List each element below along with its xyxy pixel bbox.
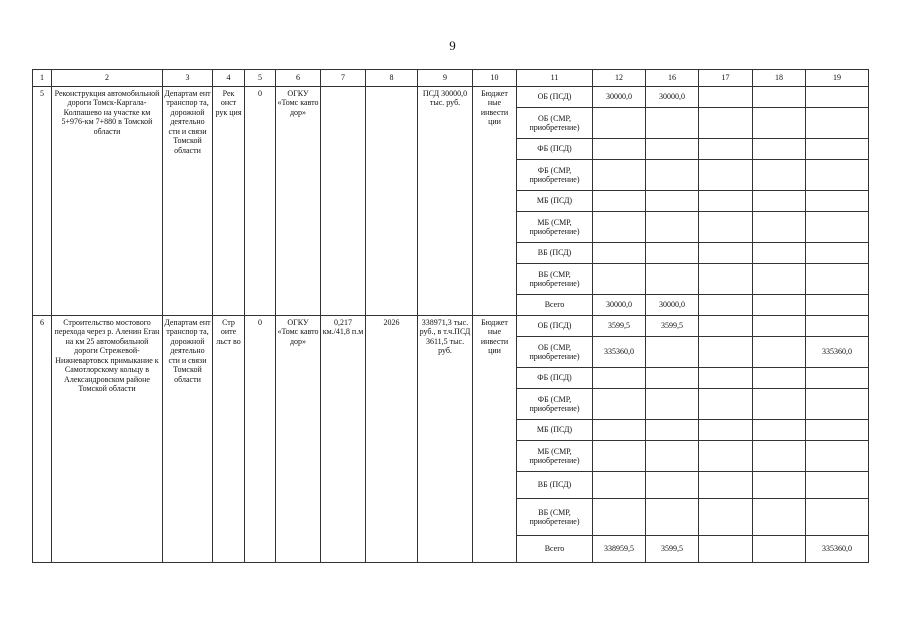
amount-cell-c12	[593, 108, 646, 139]
object-row	[33, 87, 869, 108]
amount-cell-c18	[753, 295, 806, 316]
executor-cell: ОГКУ «Томс кавто дор»	[276, 316, 321, 563]
funding-source-label: ОБ (СМР, приобретение)	[517, 337, 593, 368]
amount-cell-c12	[593, 264, 646, 295]
amount-cell-c16: 30000,0	[646, 295, 699, 316]
amount-cell-c19: 335360,0	[806, 337, 869, 368]
amount-cell-c18	[753, 139, 806, 160]
amount-cell-c16	[646, 420, 699, 441]
funding-source-label: МБ (СМР, приобретение)	[517, 212, 593, 243]
page-number: 9	[449, 38, 456, 53]
header-cell: 10	[473, 70, 517, 87]
amount-cell-c17	[699, 87, 753, 108]
amount-cell-c19	[806, 420, 869, 441]
amount-cell-c16	[646, 243, 699, 264]
row-number-cell: 6	[33, 316, 52, 563]
amount-cell-c12: 30000,0	[593, 295, 646, 316]
amount-cell-c19	[806, 243, 869, 264]
amount-cell-c16	[646, 472, 699, 499]
cost-cell: ПСД 30000,0 тыс. руб.	[418, 87, 473, 316]
amount-cell-c17	[699, 316, 753, 337]
header-cell: 19	[806, 70, 869, 87]
amount-cell-c17	[699, 441, 753, 472]
capacity-cell	[321, 87, 366, 316]
amount-cell-c12	[593, 420, 646, 441]
amount-cell-c12: 30000,0	[593, 87, 646, 108]
amount-cell-c18	[753, 499, 806, 536]
amount-cell-c12	[593, 160, 646, 191]
amount-cell-c18	[753, 536, 806, 563]
investment-type-cell: Бюджет ные инвести ции	[473, 316, 517, 563]
amount-cell-c19	[806, 441, 869, 472]
amount-cell-c12	[593, 472, 646, 499]
amount-cell-c17	[699, 536, 753, 563]
amount-cell-c12	[593, 441, 646, 472]
funding-source-label: ФБ (СМР, приобретение)	[517, 389, 593, 420]
header-cell: 16	[646, 70, 699, 87]
funding-source-label: МБ (ПСД)	[517, 420, 593, 441]
year-cell: 2026	[366, 316, 418, 563]
funding-source-label: ОБ (ПСД)	[517, 87, 593, 108]
amount-cell-c18	[753, 108, 806, 139]
amount-cell-c18	[753, 441, 806, 472]
customer-cell: Департам ент транспор та, дорожной деятельно сти и связи Томской области	[163, 316, 213, 563]
header-cell: 8	[366, 70, 418, 87]
amount-cell-c18	[753, 160, 806, 191]
amount-cell-c12	[593, 243, 646, 264]
header-cell: 3	[163, 70, 213, 87]
funding-source-label: Всего	[517, 295, 593, 316]
funding-source-label: ОБ (СМР, приобретение)	[517, 108, 593, 139]
amount-cell-c17	[699, 420, 753, 441]
amount-cell-c16	[646, 337, 699, 368]
amount-cell-c19	[806, 499, 869, 536]
work-type-cell: Рек онст рук ция	[213, 87, 245, 316]
header-cell: 4	[213, 70, 245, 87]
amount-cell-c16	[646, 389, 699, 420]
year-cell	[366, 87, 418, 316]
amount-cell-c12	[593, 139, 646, 160]
amount-cell-c19: 335360,0	[806, 536, 869, 563]
executor-cell: ОГКУ «Томс кавто дор»	[276, 87, 321, 316]
amount-cell-c18	[753, 316, 806, 337]
capacity-cell: 0,217 км./41,8 п.м	[321, 316, 366, 563]
header-cell: 7	[321, 70, 366, 87]
investment-type-cell: Бюджет ные инвести ции	[473, 87, 517, 316]
amount-cell-c17	[699, 499, 753, 536]
amount-cell-c18	[753, 420, 806, 441]
amount-cell-c16: 3599,5	[646, 536, 699, 563]
header-cell: 1	[33, 70, 52, 87]
amount-cell-c19	[806, 472, 869, 499]
amount-cell-c19	[806, 389, 869, 420]
amount-cell-c17	[699, 368, 753, 389]
header-cell: 12	[593, 70, 646, 87]
amount-cell-c16	[646, 499, 699, 536]
amount-cell-c16	[646, 368, 699, 389]
funding-source-label: ВБ (ПСД)	[517, 243, 593, 264]
funding-source-label: ФБ (ПСД)	[517, 368, 593, 389]
object-row	[33, 316, 869, 337]
amount-cell-c17	[699, 160, 753, 191]
amount-cell-c18	[753, 212, 806, 243]
amount-cell-c19	[806, 212, 869, 243]
amount-cell-c18	[753, 389, 806, 420]
header-cell: 2	[52, 70, 163, 87]
amount-cell-c18	[753, 472, 806, 499]
customer-cell: Департам ент транспор та, дорожной деятельно сти и связи Томской области	[163, 87, 213, 316]
amount-cell-c17	[699, 139, 753, 160]
amount-cell-c17	[699, 295, 753, 316]
funding-source-label: ФБ (СМР, приобретение)	[517, 160, 593, 191]
funding-source-label: ВБ (СМР, приобретение)	[517, 499, 593, 536]
amount-cell-c19	[806, 139, 869, 160]
column-5-cell: 0	[245, 316, 276, 563]
amount-cell-c19	[806, 264, 869, 295]
amount-cell-c16	[646, 108, 699, 139]
amount-cell-c18	[753, 337, 806, 368]
amount-cell-c19	[806, 87, 869, 108]
header-cell: 5	[245, 70, 276, 87]
investment-table	[32, 69, 869, 563]
amount-cell-c16	[646, 264, 699, 295]
amount-cell-c17	[699, 389, 753, 420]
object-name-cell: Строительство мостового перехода через р. Аленин Еган на км 25 автомобильной дороги Стрежевой-Нижневартовск примыкание к Самотлорскому кольцу в Александровском районе Томской области	[52, 316, 163, 563]
amount-cell-c16	[646, 441, 699, 472]
amount-cell-c17	[699, 337, 753, 368]
amount-cell-c19	[806, 160, 869, 191]
amount-cell-c19	[806, 295, 869, 316]
funding-source-label: МБ (СМР, приобретение)	[517, 441, 593, 472]
amount-cell-c19	[806, 108, 869, 139]
amount-cell-c17	[699, 264, 753, 295]
header-cell: 18	[753, 70, 806, 87]
funding-source-label: Всего	[517, 536, 593, 563]
amount-cell-c16: 30000,0	[646, 87, 699, 108]
amount-cell-c17	[699, 472, 753, 499]
amount-cell-c12: 335360,0	[593, 337, 646, 368]
header-cell: 17	[699, 70, 753, 87]
amount-cell-c16	[646, 212, 699, 243]
amount-cell-c12	[593, 389, 646, 420]
amount-cell-c16	[646, 191, 699, 212]
funding-source-label: ОБ (ПСД)	[517, 316, 593, 337]
amount-cell-c19	[806, 316, 869, 337]
column-number-row	[33, 70, 869, 87]
amount-cell-c12	[593, 212, 646, 243]
amount-cell-c18	[753, 87, 806, 108]
amount-cell-c18	[753, 368, 806, 389]
amount-cell-c18	[753, 243, 806, 264]
header-cell: 6	[276, 70, 321, 87]
amount-cell-c12	[593, 191, 646, 212]
amount-cell-c19	[806, 191, 869, 212]
header-cell: 9	[418, 70, 473, 87]
row-number-cell: 5	[33, 87, 52, 316]
cost-cell: 338971,3 тыс. руб., в т.ч.ПСД 3611,5 тыс. руб.	[418, 316, 473, 563]
amount-cell-c12	[593, 499, 646, 536]
amount-cell-c17	[699, 212, 753, 243]
amount-cell-c16: 3599,5	[646, 316, 699, 337]
funding-source-label: ВБ (ПСД)	[517, 472, 593, 499]
amount-cell-c16	[646, 139, 699, 160]
amount-cell-c12: 338959,5	[593, 536, 646, 563]
funding-source-label: МБ (ПСД)	[517, 191, 593, 212]
amount-cell-c17	[699, 108, 753, 139]
object-name-cell: Реконструкция автомобильной дороги Томск-Каргала-Колпашево на участке км 5+976-км 7+880 в Томской области	[52, 87, 163, 316]
work-type-cell: Стр оите льст во	[213, 316, 245, 563]
amount-cell-c18	[753, 191, 806, 212]
amount-cell-c17	[699, 243, 753, 264]
funding-source-label: ФБ (ПСД)	[517, 139, 593, 160]
column-5-cell: 0	[245, 87, 276, 316]
amount-cell-c19	[806, 368, 869, 389]
amount-cell-c16	[646, 160, 699, 191]
funding-source-label: ВБ (СМР, приобретение)	[517, 264, 593, 295]
amount-cell-c18	[753, 264, 806, 295]
amount-cell-c12: 3599,5	[593, 316, 646, 337]
header-cell: 11	[517, 70, 593, 87]
amount-cell-c12	[593, 368, 646, 389]
amount-cell-c17	[699, 191, 753, 212]
